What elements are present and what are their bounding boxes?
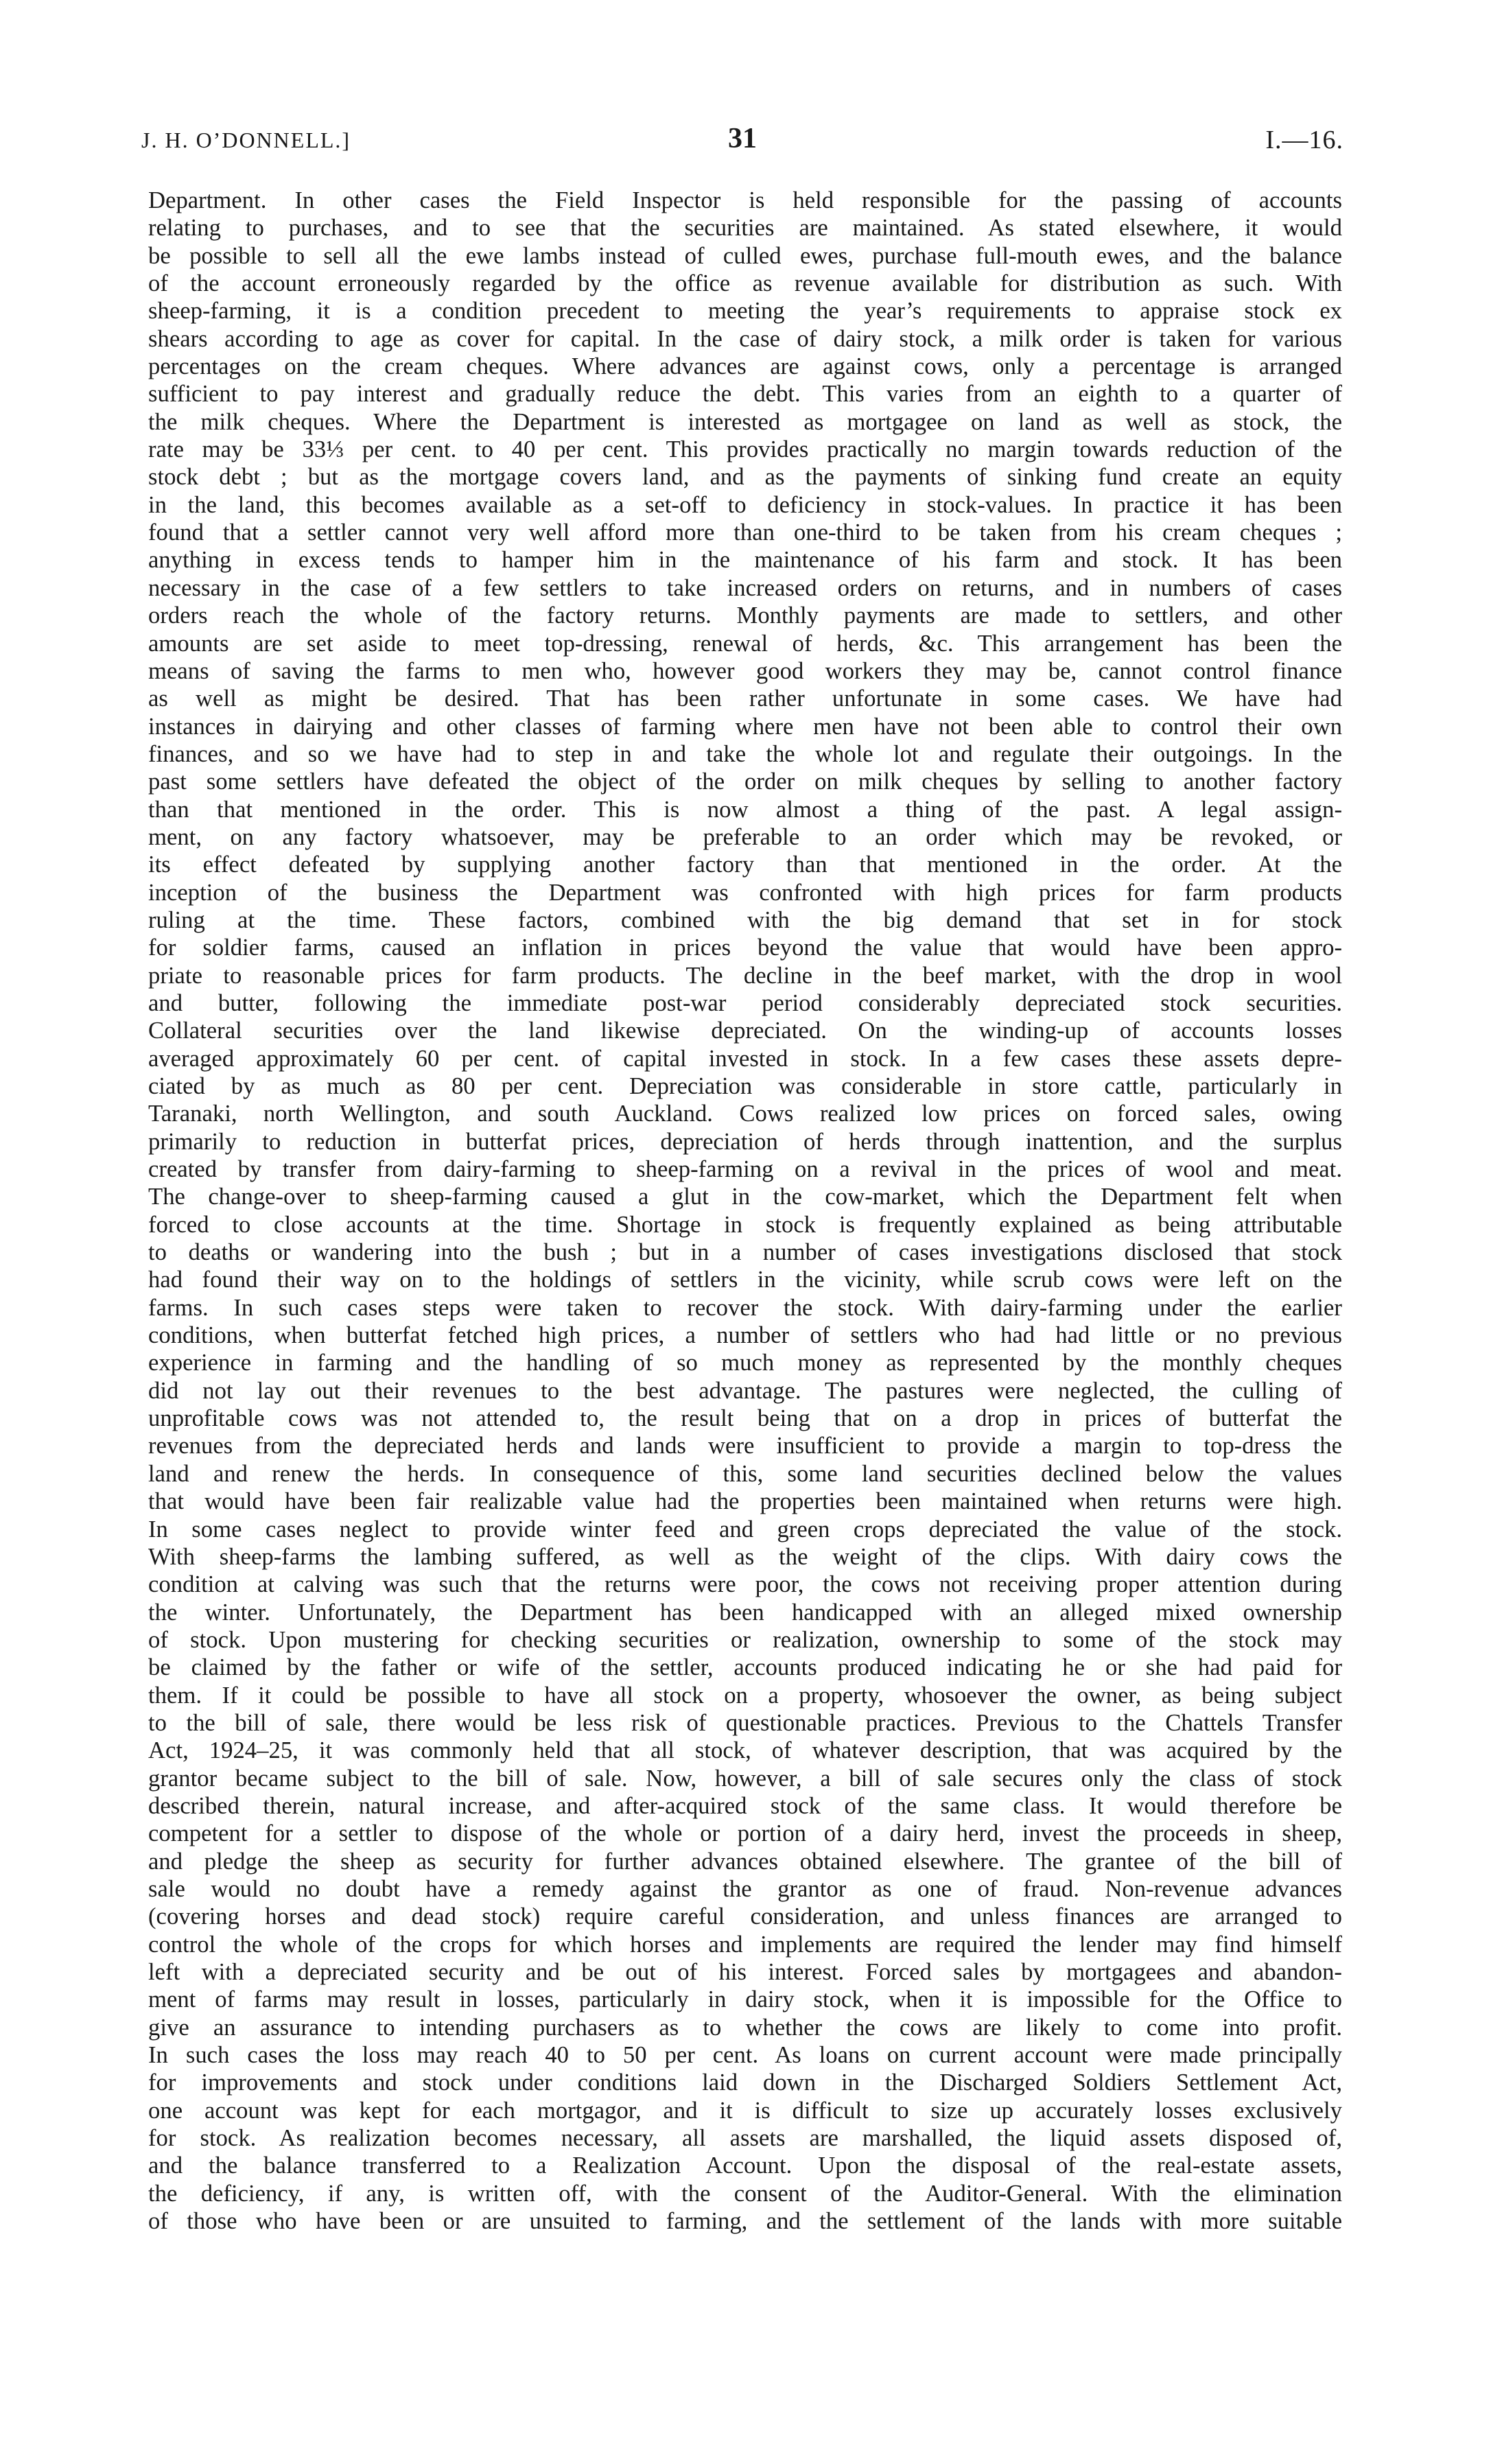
text-line: of the account erroneously regarded by the office as revenue available for distribution as such. With — [148, 270, 1342, 297]
text-line: and butter, following the immediate post-war period considerably depreciated stock securities. — [148, 989, 1342, 1016]
text-line: priate to reasonable prices for farm products. The decline in the beef market, with the drop in wool — [148, 961, 1342, 989]
text-line: and pledge the sheep as security for further advances obtained elsewhere. The grantee of the bill of — [148, 1847, 1342, 1875]
text-line: With sheep-farms the lambing suffered, as well as the weight of the clips. With dairy cows the — [148, 1542, 1342, 1570]
text-line: farms. In such cases steps were taken to recover the stock. With dairy-farming under the earlier — [148, 1293, 1342, 1321]
text-line: sheep-farming, it is a condition precedent to meeting the year’s requirements to appraise stock ex — [148, 297, 1342, 325]
text-line: amounts are set aside to meet top-dressing, renewal of herds, &c. This arrangement has been the — [148, 629, 1342, 657]
text-line: the deficiency, if any, is written off, with the consent of the Auditor-General. With the elimination — [148, 2179, 1342, 2207]
text-line: shears according to age as cover for capital. In the case of dairy stock, a milk order is taken for various — [148, 325, 1342, 352]
text-line: had found their way on to the holdings of settlers in the vicinity, while scrub cows were left on the — [148, 1266, 1342, 1293]
text-line: instances in dairying and other classes of farming where men have not been able to control their own — [148, 712, 1342, 740]
text-line: be claimed by the father or wife of the settler, accounts produced indicating he or she had paid for — [148, 1654, 1342, 1681]
text-line: relating to purchases, and to see that the securities are maintained. As stated elsewhere, it would — [148, 214, 1342, 242]
text-line: condition at calving was such that the returns were poor, the cows not receiving proper attention during — [148, 1571, 1342, 1598]
text-line: In some cases neglect to provide winter feed and green crops depreciated the value of the stock. — [148, 1515, 1342, 1542]
text-line: sale would no doubt have a remedy against the grantor as one of fraud. Non-revenue advances — [148, 1875, 1342, 1902]
text-line: and the balance transferred to a Realization Account. Upon the disposal of the real-estate assets, — [148, 2152, 1342, 2179]
text-line: sufficient to pay interest and gradually reduce the debt. This varies from an eighth to a quarter of — [148, 380, 1342, 408]
text-line: in the land, this becomes available as a set-off to deficiency in stock-values. In practice it has been — [148, 491, 1342, 518]
text-line: for soldier farms, caused an inflation in prices beyond the value that would have been appro- — [148, 934, 1342, 961]
page-header — [141, 122, 1343, 163]
text-line: to deaths or wandering into the bush ; but in a number of cases investigations disclosed that stock — [148, 1239, 1342, 1266]
text-line: found that a settler cannot very well afford more than one-third to be taken from his cream cheques ; — [148, 519, 1342, 546]
text-line: stock debt ; but as the mortgage covers land, and as the payments of sinking fund create an equity — [148, 463, 1342, 491]
text-line: In such cases the loss may reach 40 to 50 per cent. As loans on current account were made principally — [148, 2041, 1342, 2069]
body-paragraph — [148, 187, 1342, 2235]
text-line: ment, on any factory whatsoever, may be preferable to an order which may be revoked, or — [148, 823, 1342, 850]
text-line: Act, 1924–25, it was commonly held that all stock, of whatever description, that was acquired by the — [148, 1737, 1342, 1764]
header-author: J. H. O’DONNELL.] — [141, 128, 351, 152]
text-line: for stock. As realization becomes necessary, all assets are marshalled, the liquid assets disposed of, — [148, 2124, 1342, 2152]
text-line: revenues from the depreciated herds and lands were insufficient to provide a margin to top-dress the — [148, 1432, 1342, 1459]
text-line: ment of farms may result in losses, particularly in dairy stock, when it is impossible for the Office to — [148, 1986, 1342, 2013]
page-number: 31 — [728, 123, 757, 154]
text-line: Taranaki, north Wellington, and south Auckland. Cows realized low prices on forced sales, owing — [148, 1100, 1342, 1127]
text-line: give an assurance to intending purchasers as to whether the cows are likely to come into profit. — [148, 2013, 1342, 2041]
text-line: land and renew the herds. In consequence of this, some land securities declined below the values — [148, 1459, 1342, 1487]
text-line: averaged approximately 60 per cent. of capital invested in stock. In a few cases these assets depre- — [148, 1044, 1342, 1072]
text-line: unprofitable cows was not attended to, the result being that on a drop in prices of butterfat the — [148, 1405, 1342, 1432]
text-line: the winter. Unfortunately, the Department has been handicapped with an alleged mixed ownership — [148, 1598, 1342, 1626]
text-line: them. If it could be possible to have all stock on a property, whosoever the owner, as being subject — [148, 1681, 1342, 1709]
text-line: (covering horses and dead stock) require careful consideration, and unless finances are arranged to — [148, 1903, 1342, 1930]
text-line: created by transfer from dairy-farming to sheep-farming on a revival in the prices of wool and meat. — [148, 1155, 1342, 1183]
text-line: to the bill of sale, there would be less risk of questionable practices. Previous to the Chattels Transfer — [148, 1709, 1342, 1736]
text-line: conditions, when butterfat fetched high prices, a number of settlers who had had little or no previous — [148, 1322, 1342, 1349]
text-line: control the whole of the crops for which horses and implements are required the lender may find himself — [148, 1930, 1342, 1958]
text-line: one account was kept for each mortgagor, and it is difficult to size up accurately losses exclusively — [148, 2096, 1342, 2124]
text-line: primarily to reduction in butterfat prices, depreciation of herds through inattention, and the surplus — [148, 1127, 1342, 1155]
text-line: be possible to sell all the ewe lambs instead of culled ewes, purchase full-mouth ewes, and the balance — [148, 242, 1342, 269]
text-line: means of saving the farms to men who, however good workers they may be, cannot control finance — [148, 657, 1342, 684]
text-line: finances, and so we have had to step in and take the whole lot and regulate their outgoings. In the — [148, 740, 1342, 767]
text-line: rate may be 33⅓ per cent. to 40 per cent. This provides practically no margin towards reduction of the — [148, 436, 1342, 463]
text-line: competent for a settler to dispose of the whole or portion of a dairy herd, invest the proceeds in sheep, — [148, 1820, 1342, 1847]
text-line: anything in excess tends to hamper him in the maintenance of his farm and stock. It has been — [148, 546, 1342, 574]
text-line: of stock. Upon mustering for checking securities or realization, ownership to some of the stock may — [148, 1626, 1342, 1653]
text-line: forced to close accounts at the time. Shortage in stock is frequently explained as being attributable — [148, 1210, 1342, 1238]
text-line: grantor became subject to the bill of sale. Now, however, a bill of sale secures only the class of stock — [148, 1764, 1342, 1792]
text-line: did not lay out their revenues to the best advantage. The pastures were neglected, the culling of — [148, 1376, 1342, 1404]
text-line: left with a depreciated security and be out of his interest. Forced sales by mortgagees and abandon- — [148, 1958, 1342, 1985]
text-line: the milk cheques. Where the Department is interested as mortgagee on land as well as stock, the — [148, 408, 1342, 435]
text-line: orders reach the whole of the factory returns. Monthly payments are made to settlers, and other — [148, 602, 1342, 629]
text-line: as well as might be desired. That has been rather unfortunate in some cases. We have had — [148, 685, 1342, 712]
text-line: ciated by as much as 80 per cent. Depreciation was considerable in store cattle, particularly in — [148, 1072, 1342, 1099]
text-line: past some settlers have defeated the object of the order on milk cheques by selling to another factory — [148, 768, 1342, 795]
text-line: percentages on the cream cheques. Where advances are against cows, only a percentage is arranged — [148, 353, 1342, 380]
text-line: The change-over to sheep-farming caused a glut in the cow-market, which the Department felt when — [148, 1183, 1342, 1210]
text-line: than that mentioned in the order. This is now almost a thing of the past. A legal assign- — [148, 795, 1342, 823]
text-line: that would have been fair realizable value had the properties been maintained when returns were high. — [148, 1488, 1342, 1515]
text-line: Collateral securities over the land likewise depreciated. On the winding-up of accounts losses — [148, 1017, 1342, 1044]
text-line: Department. In other cases the Field Inspector is held responsible for the passing of accounts — [148, 187, 1342, 213]
text-line: inception of the business the Department was confronted with high prices for farm products — [148, 878, 1342, 906]
text-line: of those who have been or are unsuited to farming, and the settlement of the lands with more suitable — [148, 2207, 1342, 2235]
text-line: described therein, natural increase, and after-acquired stock of the same class. It would therefore be — [148, 1792, 1342, 1819]
report-code: I.—16. — [1265, 126, 1343, 154]
text-line: for improvements and stock under conditions laid down in the Discharged Soldiers Settlement Act, — [148, 2069, 1342, 2096]
text-line: necessary in the case of a few settlers to take increased orders on returns, and in numbers of cases — [148, 574, 1342, 601]
text-line: ruling at the time. These factors, combined with the big demand that set in for stock — [148, 906, 1342, 933]
text-line: its effect defeated by supplying another factory than that mentioned in the order. At the — [148, 851, 1342, 878]
text-line: experience in farming and the handling of so much money as represented by the monthly cheques — [148, 1349, 1342, 1376]
